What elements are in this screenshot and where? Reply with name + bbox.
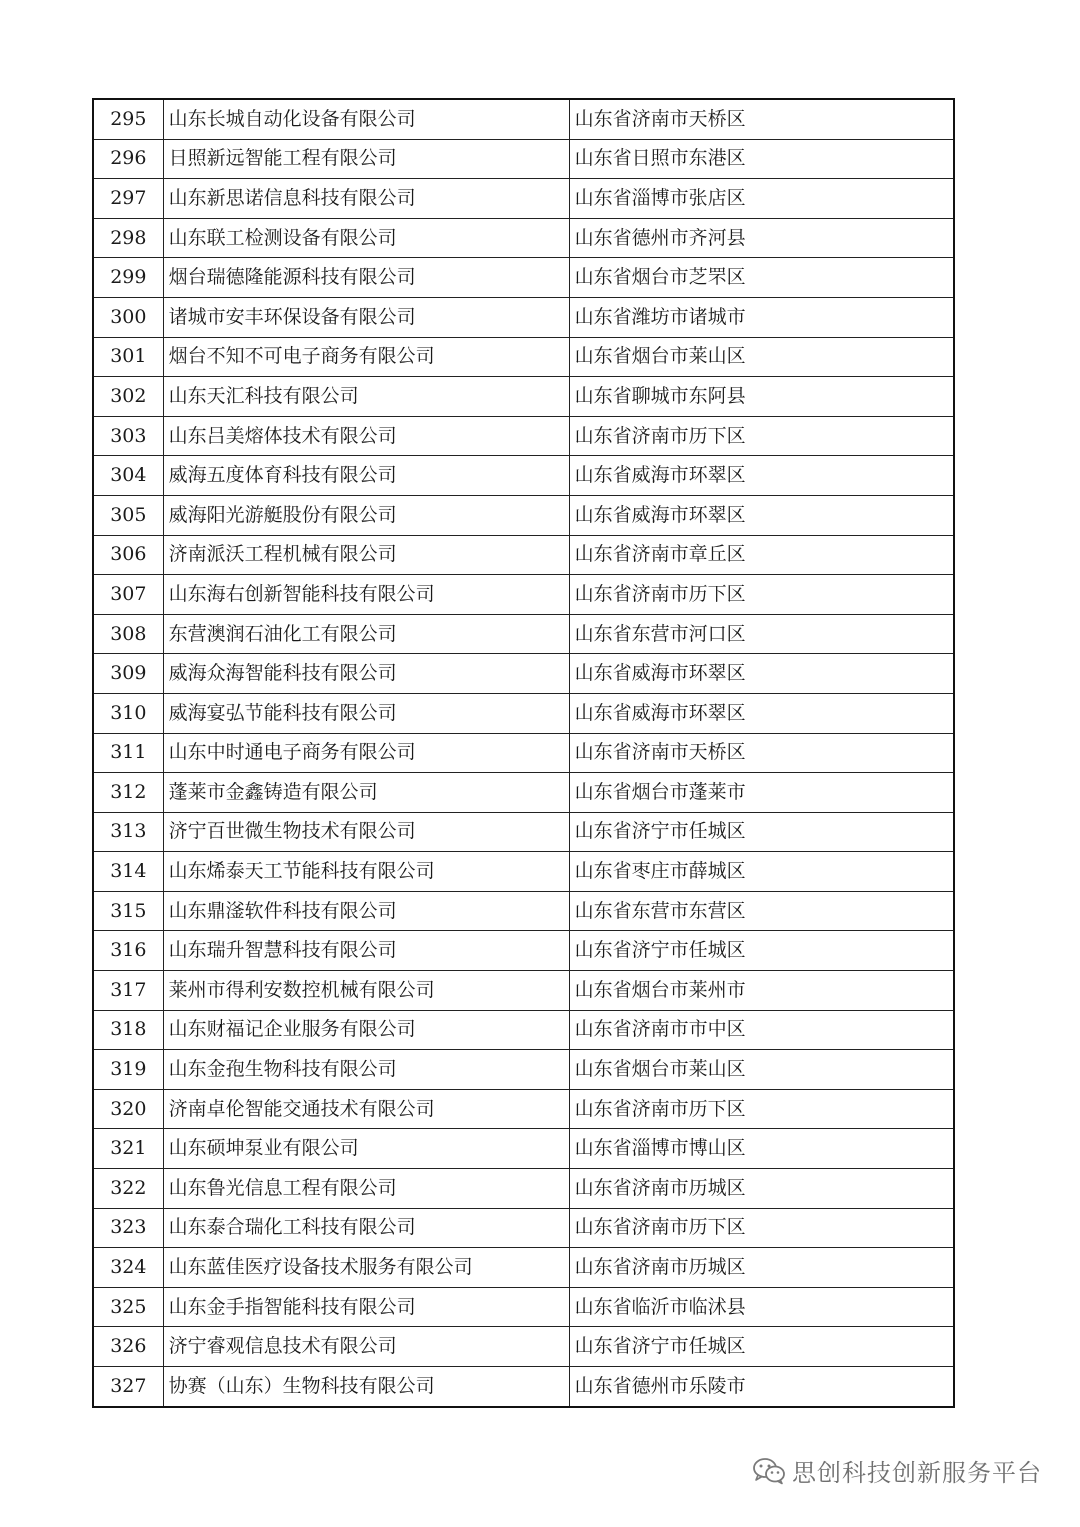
company-name: 山东烯泰天工节能科技有限公司 — [163, 852, 569, 892]
company-name: 山东天汇科技有限公司 — [163, 377, 569, 417]
company-name: 山东金孢生物科技有限公司 — [163, 1050, 569, 1090]
row-number: 320 — [93, 1089, 163, 1129]
table-body — [93, 99, 954, 1407]
company-name: 山东财福记企业服务有限公司 — [163, 1010, 569, 1050]
company-location: 山东省潍坊市诸城市 — [569, 297, 954, 337]
company-location: 山东省济宁市任城区 — [569, 931, 954, 971]
table-row — [93, 575, 954, 615]
company-name: 山东瑞升智慧科技有限公司 — [163, 931, 569, 971]
company-location: 山东省东营市河口区 — [569, 614, 954, 654]
company-list-table — [92, 98, 955, 1408]
company-location: 山东省东营市东营区 — [569, 891, 954, 931]
table-row — [93, 179, 954, 219]
table-row — [93, 99, 954, 139]
company-location: 山东省济宁市任城区 — [569, 1327, 954, 1367]
row-number: 311 — [93, 733, 163, 773]
company-name: 山东新思诺信息科技有限公司 — [163, 179, 569, 219]
company-location: 山东省济宁市任城区 — [569, 812, 954, 852]
company-name: 山东中时通电子商务有限公司 — [163, 733, 569, 773]
table-row — [93, 971, 954, 1011]
company-location: 山东省德州市齐河县 — [569, 218, 954, 258]
company-location: 山东省聊城市东阿县 — [569, 377, 954, 417]
company-name: 烟台不知不可电子商务有限公司 — [163, 337, 569, 377]
table-row — [93, 1169, 954, 1209]
row-number: 315 — [93, 891, 163, 931]
company-name: 威海五度体育科技有限公司 — [163, 456, 569, 496]
row-number: 299 — [93, 258, 163, 298]
table-row — [93, 614, 954, 654]
table-row — [93, 1248, 954, 1288]
row-number: 312 — [93, 773, 163, 813]
row-number: 296 — [93, 139, 163, 179]
table-row — [93, 377, 954, 417]
company-name: 山东长城自动化设备有限公司 — [163, 99, 569, 139]
company-location: 山东省济南市历下区 — [569, 1089, 954, 1129]
row-number: 303 — [93, 416, 163, 456]
table-row — [93, 1208, 954, 1248]
row-number: 301 — [93, 337, 163, 377]
table-row — [93, 1327, 954, 1367]
company-location: 山东省枣庄市薛城区 — [569, 852, 954, 892]
row-number: 317 — [93, 971, 163, 1011]
company-name: 威海阳光游艇股份有限公司 — [163, 495, 569, 535]
table-row — [93, 1050, 954, 1090]
company-location: 山东省烟台市莱州市 — [569, 971, 954, 1011]
row-number: 327 — [93, 1367, 163, 1407]
table-row — [93, 773, 954, 813]
table-row — [93, 693, 954, 733]
company-name: 诸城市安丰环保设备有限公司 — [163, 297, 569, 337]
company-name: 威海众海智能科技有限公司 — [163, 654, 569, 694]
company-name: 济南派沃工程机械有限公司 — [163, 535, 569, 575]
company-name: 山东鲁光信息工程有限公司 — [163, 1169, 569, 1209]
table-row — [93, 495, 954, 535]
row-number: 322 — [93, 1169, 163, 1209]
row-number: 302 — [93, 377, 163, 417]
row-number: 323 — [93, 1208, 163, 1248]
company-location: 山东省威海市环翠区 — [569, 654, 954, 694]
company-location: 山东省德州市乐陵市 — [569, 1367, 954, 1407]
company-location: 山东省烟台市莱山区 — [569, 1050, 954, 1090]
company-name: 日照新远智能工程有限公司 — [163, 139, 569, 179]
table-row — [93, 535, 954, 575]
table-row — [93, 416, 954, 456]
company-name: 山东鼎滏软件科技有限公司 — [163, 891, 569, 931]
row-number: 325 — [93, 1287, 163, 1327]
table-row — [93, 733, 954, 773]
table-row — [93, 258, 954, 298]
company-location: 山东省济南市市中区 — [569, 1010, 954, 1050]
company-name: 山东联工检测设备有限公司 — [163, 218, 569, 258]
table-row — [93, 1089, 954, 1129]
row-number: 319 — [93, 1050, 163, 1090]
table-row — [93, 654, 954, 694]
company-location: 山东省济南市历下区 — [569, 1208, 954, 1248]
company-name: 济宁睿观信息技术有限公司 — [163, 1327, 569, 1367]
company-name: 济宁百世微生物技术有限公司 — [163, 812, 569, 852]
table-row — [93, 931, 954, 971]
company-name: 莱州市得利安数控机械有限公司 — [163, 971, 569, 1011]
company-location: 山东省烟台市芝罘区 — [569, 258, 954, 298]
row-number: 321 — [93, 1129, 163, 1169]
company-name: 山东海右创新智能科技有限公司 — [163, 575, 569, 615]
company-name: 山东硕坤泵业有限公司 — [163, 1129, 569, 1169]
company-location: 山东省济南市历下区 — [569, 575, 954, 615]
row-number: 304 — [93, 456, 163, 496]
table-row — [93, 812, 954, 852]
company-name: 山东金手指智能科技有限公司 — [163, 1287, 569, 1327]
row-number: 310 — [93, 693, 163, 733]
company-location: 山东省烟台市蓬莱市 — [569, 773, 954, 813]
table-row — [93, 297, 954, 337]
row-number: 308 — [93, 614, 163, 654]
row-number: 300 — [93, 297, 163, 337]
table-row — [93, 1367, 954, 1407]
row-number: 298 — [93, 218, 163, 258]
company-name: 协赛（山东）生物科技有限公司 — [163, 1367, 569, 1407]
company-location: 山东省威海市环翠区 — [569, 456, 954, 496]
company-location: 山东省济南市历下区 — [569, 416, 954, 456]
watermark — [752, 1453, 1042, 1488]
company-name: 东营澳润石油化工有限公司 — [163, 614, 569, 654]
company-name: 威海宴弘节能科技有限公司 — [163, 693, 569, 733]
row-number: 318 — [93, 1010, 163, 1050]
row-number: 295 — [93, 99, 163, 139]
company-location: 山东省济南市天桥区 — [569, 733, 954, 773]
company-name: 蓬莱市金鑫铸造有限公司 — [163, 773, 569, 813]
table-row — [93, 337, 954, 377]
company-location: 山东省淄博市张店区 — [569, 179, 954, 219]
row-number: 307 — [93, 575, 163, 615]
company-location: 山东省临沂市临沭县 — [569, 1287, 954, 1327]
company-location: 山东省济南市天桥区 — [569, 99, 954, 139]
company-name: 济南卓伦智能交通技术有限公司 — [163, 1089, 569, 1129]
company-location: 山东省日照市东港区 — [569, 139, 954, 179]
row-number: 324 — [93, 1248, 163, 1288]
row-number: 314 — [93, 852, 163, 892]
table-row — [93, 852, 954, 892]
company-location: 山东省威海市环翠区 — [569, 693, 954, 733]
row-number: 313 — [93, 812, 163, 852]
company-location: 山东省济南市历城区 — [569, 1248, 954, 1288]
wechat-icon — [752, 1457, 786, 1485]
company-location: 山东省威海市环翠区 — [569, 495, 954, 535]
company-name: 山东蓝佳医疗设备技术服务有限公司 — [163, 1248, 569, 1288]
company-location: 山东省济南市历城区 — [569, 1169, 954, 1209]
row-number: 309 — [93, 654, 163, 694]
company-name: 烟台瑞德隆能源科技有限公司 — [163, 258, 569, 298]
table-row — [93, 1010, 954, 1050]
company-location: 山东省淄博市博山区 — [569, 1129, 954, 1169]
table-row — [93, 1129, 954, 1169]
table-row — [93, 891, 954, 931]
table-row — [93, 1287, 954, 1327]
table-row — [93, 139, 954, 179]
company-name: 山东吕美熔体技术有限公司 — [163, 416, 569, 456]
watermark-text: 思创科技创新服务平台 — [792, 1459, 1042, 1487]
table-row — [93, 218, 954, 258]
row-number: 305 — [93, 495, 163, 535]
table-row — [93, 456, 954, 496]
company-location: 山东省烟台市莱山区 — [569, 337, 954, 377]
company-name: 山东泰合瑞化工科技有限公司 — [163, 1208, 569, 1248]
company-location: 山东省济南市章丘区 — [569, 535, 954, 575]
row-number: 326 — [93, 1327, 163, 1367]
row-number: 316 — [93, 931, 163, 971]
row-number: 306 — [93, 535, 163, 575]
row-number: 297 — [93, 179, 163, 219]
